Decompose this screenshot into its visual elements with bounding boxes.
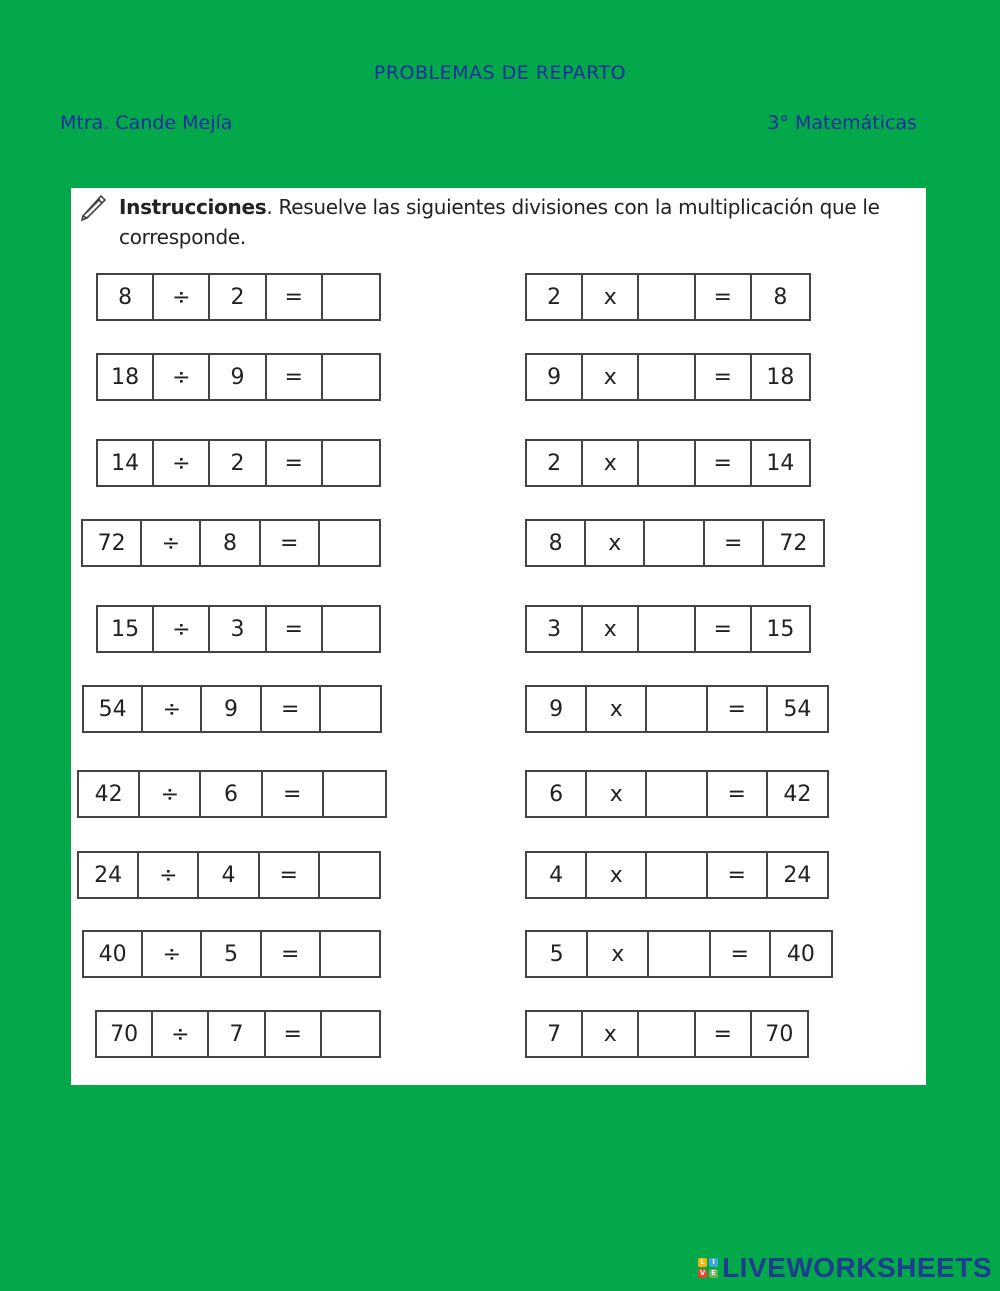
- brand-name: LIVEWORKSHEETS: [722, 1252, 992, 1283]
- answer-box[interactable]: [320, 853, 379, 897]
- instructions-text: . Resuelve las siguientes divisiones con la multiplicación que le corresponde.: [119, 195, 880, 249]
- divisor: 2: [210, 275, 266, 319]
- product: 42: [783, 781, 812, 807]
- equals-sign: =: [262, 687, 321, 731]
- division-row: [96, 273, 381, 321]
- factor: 4: [527, 853, 587, 897]
- product: 54: [783, 696, 812, 722]
- divide-sign: ÷: [143, 687, 202, 731]
- equals-sign: =: [705, 521, 764, 565]
- times-sign: x: [588, 932, 649, 976]
- equals-sign: =: [696, 355, 752, 399]
- equals-sign: =: [711, 932, 771, 976]
- dividend: 14: [98, 441, 154, 485]
- times-sign: x: [583, 607, 639, 651]
- divide-sign: ÷: [154, 607, 210, 651]
- times-sign: x: [583, 355, 639, 399]
- answer-box[interactable]: [322, 1012, 379, 1056]
- division-row: [96, 439, 381, 487]
- answer-box[interactable]: [323, 355, 379, 399]
- product: 8: [773, 284, 788, 310]
- answer-box[interactable]: [320, 521, 379, 565]
- factor: 2: [527, 441, 583, 485]
- teacher-name: Mtra. Cande Mejía: [60, 112, 233, 134]
- liveworksheets-icon: L I V E: [698, 1258, 718, 1278]
- dividend: 24: [79, 853, 139, 897]
- product: 15: [766, 616, 795, 642]
- product: 40: [786, 941, 815, 967]
- factor: 9: [527, 355, 583, 399]
- dividend: 15: [98, 607, 154, 651]
- answer-box[interactable]: [639, 441, 695, 485]
- times-sign: x: [583, 441, 639, 485]
- answer-box[interactable]: [649, 932, 710, 976]
- divide-sign: ÷: [154, 441, 210, 485]
- answer-box[interactable]: [647, 853, 707, 897]
- times-sign: x: [586, 521, 645, 565]
- multiplication-row: [525, 1010, 809, 1058]
- equals-sign: =: [696, 607, 752, 651]
- equals-sign: =: [267, 607, 323, 651]
- answer-box[interactable]: [324, 772, 385, 816]
- equals-sign: =: [708, 687, 768, 731]
- division-row: [77, 770, 387, 818]
- times-sign: x: [583, 275, 639, 319]
- divisor: 9: [202, 687, 261, 731]
- brand-logo[interactable]: [698, 1252, 992, 1284]
- divisor: 6: [201, 772, 262, 816]
- multiplication-row: [525, 353, 811, 401]
- divisor: 2: [210, 441, 266, 485]
- divisor: 4: [199, 853, 259, 897]
- multiplication-row: [525, 439, 811, 487]
- divide-sign: ÷: [139, 853, 199, 897]
- division-row: [95, 1010, 381, 1058]
- product: 72: [779, 530, 808, 556]
- factor: 6: [527, 772, 587, 816]
- divide-sign: ÷: [154, 275, 210, 319]
- pencil-icon: [79, 192, 109, 222]
- divide-sign: ÷: [143, 932, 202, 976]
- answer-box[interactable]: [323, 607, 379, 651]
- factor: 9: [527, 687, 587, 731]
- equals-sign: =: [266, 1012, 322, 1056]
- equals-sign: =: [708, 853, 768, 897]
- times-sign: x: [587, 853, 647, 897]
- subject-label: 3° Matemáticas: [767, 112, 917, 134]
- dividend: 18: [98, 355, 154, 399]
- division-row: [96, 353, 381, 401]
- divide-sign: ÷: [153, 1012, 209, 1056]
- equals-sign: =: [267, 441, 323, 485]
- factor: 7: [527, 1012, 583, 1056]
- answer-box[interactable]: [647, 687, 707, 731]
- multiplication-row: [525, 685, 829, 733]
- answer-box[interactable]: [323, 441, 379, 485]
- factor: 2: [527, 275, 583, 319]
- dividend: 40: [84, 932, 143, 976]
- equals-sign: =: [263, 772, 324, 816]
- divide-sign: ÷: [142, 521, 201, 565]
- dividend: 54: [84, 687, 143, 731]
- equals-sign: =: [708, 772, 768, 816]
- instructions: [119, 192, 919, 252]
- answer-box[interactable]: [639, 607, 695, 651]
- answer-box[interactable]: [647, 772, 707, 816]
- answer-box[interactable]: [639, 275, 695, 319]
- page-title: PROBLEMAS DE REPARTO: [373, 62, 627, 84]
- equals-sign: =: [696, 1012, 752, 1056]
- division-row: [81, 519, 381, 567]
- product: 18: [766, 364, 795, 390]
- equals-sign: =: [261, 521, 320, 565]
- division-row: [96, 605, 381, 653]
- equals-sign: =: [260, 853, 320, 897]
- multiplication-row: [525, 851, 829, 899]
- answer-box[interactable]: [639, 1012, 695, 1056]
- equals-sign: =: [696, 441, 752, 485]
- times-sign: x: [583, 1012, 639, 1056]
- answer-box[interactable]: [645, 521, 704, 565]
- multiplication-row: [525, 930, 833, 978]
- product: 24: [783, 862, 812, 888]
- product: 70: [765, 1021, 794, 1047]
- multiplication-row: [525, 770, 829, 818]
- dividend: 70: [97, 1012, 153, 1056]
- times-sign: x: [587, 687, 647, 731]
- factor: 8: [527, 521, 586, 565]
- equals-sign: =: [267, 355, 323, 399]
- multiplication-row: [525, 273, 811, 321]
- worksheet: [71, 188, 926, 1085]
- answer-box[interactable]: [321, 687, 380, 731]
- dividend: 42: [79, 772, 140, 816]
- product: 14: [766, 450, 795, 476]
- divisor: 7: [209, 1012, 265, 1056]
- equals-sign: =: [696, 275, 752, 319]
- factor: 3: [527, 607, 583, 651]
- answer-box[interactable]: [639, 355, 695, 399]
- divisor: 8: [201, 521, 260, 565]
- equals-sign: =: [262, 932, 321, 976]
- answer-box[interactable]: [321, 932, 379, 976]
- dividend: 72: [83, 521, 142, 565]
- dividend: 8: [98, 275, 154, 319]
- answer-box[interactable]: [323, 275, 379, 319]
- factor: 5: [527, 932, 588, 976]
- divisor: 5: [202, 932, 261, 976]
- division-row: [82, 685, 382, 733]
- division-row: [82, 930, 381, 978]
- instructions-label: Instrucciones: [119, 195, 267, 219]
- equals-sign: =: [267, 275, 323, 319]
- divisor: 9: [210, 355, 266, 399]
- divisor: 3: [210, 607, 266, 651]
- multiplication-row: [525, 519, 825, 567]
- divide-sign: ÷: [154, 355, 210, 399]
- division-row: [77, 851, 381, 899]
- divide-sign: ÷: [140, 772, 201, 816]
- multiplication-row: [525, 605, 811, 653]
- times-sign: x: [587, 772, 647, 816]
